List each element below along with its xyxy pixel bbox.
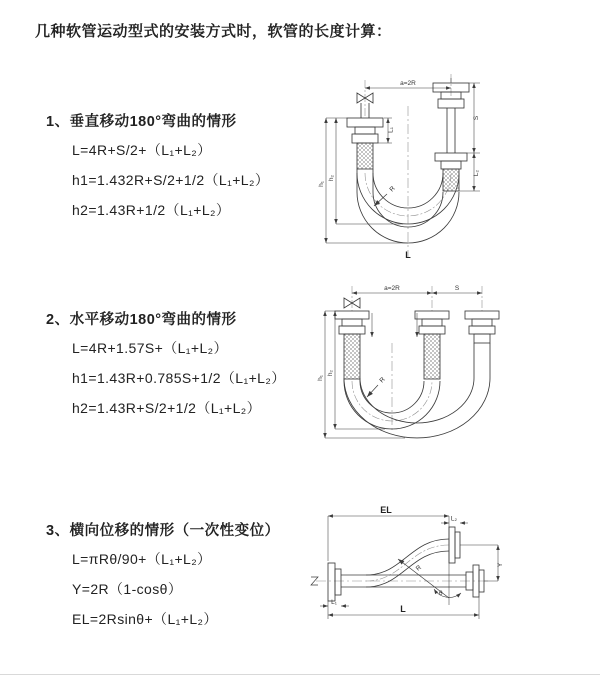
- braided-hose-left: [357, 143, 373, 169]
- section-2: [46, 308, 286, 428]
- dim-label-h1: h₁: [318, 181, 325, 187]
- dim-label-l2: L₂: [473, 169, 480, 177]
- braided-hose-middle: [424, 334, 440, 379]
- dim-label-h1: h₁: [317, 375, 324, 381]
- section-2-formula-L: L=4R+1.57S+（L₁+L₂）: [72, 340, 228, 356]
- dim-label-width: a=2R: [384, 285, 400, 292]
- section-1: [46, 110, 269, 230]
- section-3-formula-L: L=πRθ/90+（L₁+L₂）: [72, 551, 212, 567]
- radius-label: R: [388, 185, 397, 194]
- section-2-heading: 2、水平移动180°弯曲的情形: [46, 312, 237, 328]
- dim-label-y: Y: [497, 562, 504, 568]
- page-title: 几种软管运动型式的安装方式时，软管的长度计算：: [35, 23, 392, 40]
- dim-label-h2: h₂: [328, 174, 335, 182]
- section-1-formula-h1: h1=1.432R+S/2+1/2（L₁+L₂）: [72, 172, 270, 188]
- radius-label: R: [414, 564, 423, 573]
- braided-hose-right: [443, 169, 459, 191]
- section-1-formula-L: L=4R+S/2+（L₁+L₂）: [72, 142, 212, 158]
- dim-label-l1: L₁: [331, 599, 337, 606]
- radius-label: R: [378, 376, 387, 385]
- dimension-lines: [320, 516, 498, 619]
- diagram-lateral-displacement: [308, 503, 593, 643]
- section-3-formula-EL: EL=2Rsinθ+（L₁+L₂）: [72, 611, 218, 627]
- dim-label-s: S: [473, 115, 480, 121]
- length-label: L: [405, 250, 411, 260]
- dim-label-l2: L₂: [450, 515, 458, 523]
- dim-label-el: EL: [380, 505, 392, 515]
- section-1-formula-h2: h2=1.43R+1/2（L₁+L₂）: [72, 202, 231, 218]
- section-3-formula-Y: Y=2R（1-cosθ）: [72, 581, 183, 597]
- diagram-vertical-bend: [308, 66, 578, 266]
- centerlines: [352, 286, 482, 433]
- section-1-heading: 1、垂直移动180°弯曲的情形: [46, 114, 237, 130]
- section-2-formula-h2: h2=1.43R+S/2+1/2（L₁+L₂）: [72, 400, 262, 416]
- diagram-horizontal-bend: [315, 281, 585, 453]
- length-label: L: [400, 604, 406, 614]
- braided-hose-left: [344, 334, 360, 379]
- section-3-heading: 3、横向位移的情形（一次性变位）: [46, 523, 280, 539]
- dim-label-width: a=2R: [400, 80, 416, 87]
- dimension-lines: [326, 78, 480, 243]
- dim-label-s: S: [454, 285, 460, 292]
- dim-label-h2: h₂: [327, 369, 334, 377]
- section-2-formula-h1: h1=1.43R+0.785S+1/2（L₁+L₂）: [72, 370, 286, 386]
- section-3: [46, 519, 280, 639]
- angle-label: θ: [439, 590, 443, 597]
- dim-label-l1: L₁: [387, 127, 395, 133]
- hose-outline: [311, 527, 484, 601]
